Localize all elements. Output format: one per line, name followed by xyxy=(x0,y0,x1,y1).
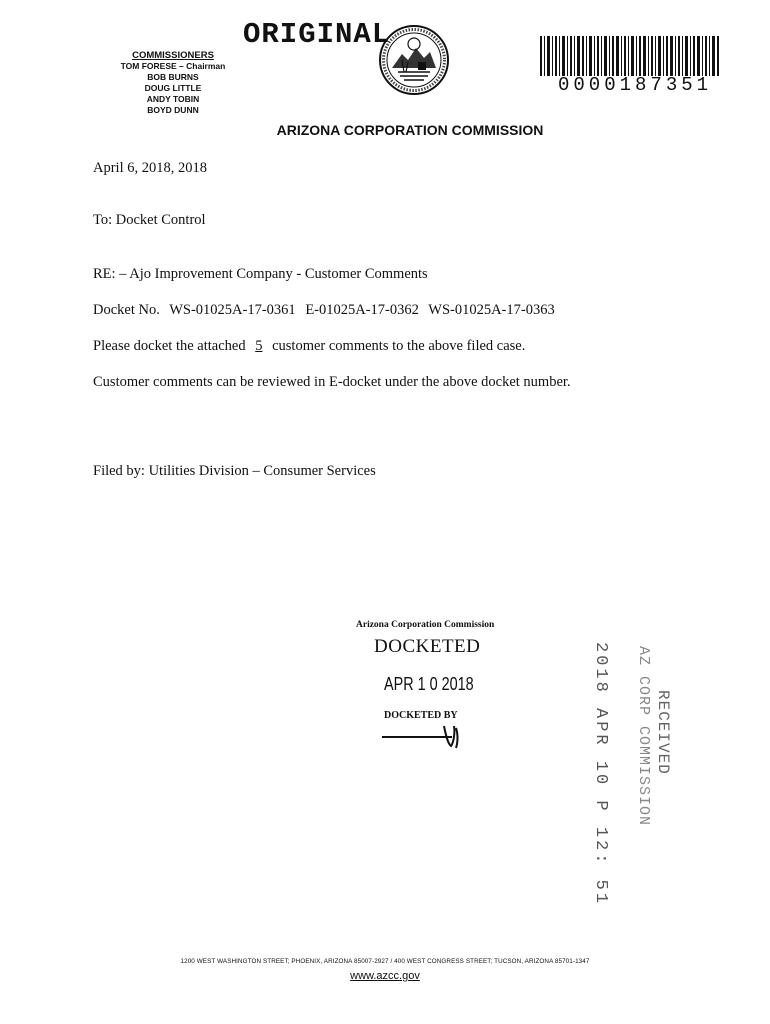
docketed-date: APR 1 0 2018 xyxy=(384,674,474,694)
docket-number: WS-01025A-17-0361 xyxy=(169,302,296,318)
commissioner-name: BOB BURNS xyxy=(147,72,199,82)
attached-prefix: Please docket the attached xyxy=(93,338,246,354)
attached-count: 5 xyxy=(255,338,263,354)
attached-suffix: customer comments to the above filed case. xyxy=(272,338,526,354)
agency-title: ARIZONA CORPORATION COMMISSION xyxy=(276,122,544,138)
state-seal-icon xyxy=(378,24,450,96)
review-note: Customer comments can be reviewed in E-docket under the above docket number. xyxy=(93,374,571,390)
docket-numbers-line xyxy=(93,302,555,319)
barcode-icon xyxy=(540,36,720,76)
letter-recipient: To: Docket Control xyxy=(93,212,206,228)
initials-signature-icon xyxy=(440,722,464,750)
docket-number: E-01025A-17-0362 xyxy=(305,302,419,318)
letter-subject: RE: – Ajo Improvement Company - Customer Comments xyxy=(93,266,428,282)
docket-number: WS-01025A-17-0363 xyxy=(428,302,555,318)
footer-address: 1200 WEST WASHINGTON STREET; PHOENIX, ARIZONA 85007-2927 / 400 WEST CONGRESS STREET; TUCSON, ARIZONA 85701-1347 xyxy=(180,958,590,965)
attached-comments-line xyxy=(93,338,525,355)
docketed-label: DOCKETED xyxy=(374,636,481,657)
stamp-organization: Arizona Corporation Commission xyxy=(356,620,495,630)
received-date-time: 2018 APR 10 P 12: 51 xyxy=(591,642,610,907)
commissioners-heading: COMMISSIONERS xyxy=(132,50,214,61)
docketed-by-label: DOCKETED BY xyxy=(384,710,458,721)
barcode-number: 0000187351 xyxy=(558,74,713,96)
commissioner-name: BOYD DUNN xyxy=(147,105,199,115)
commissioners-block xyxy=(108,50,238,116)
commissioner-name: ANDY TOBIN xyxy=(146,94,200,104)
filed-by: Filed by: Utilities Division – Consumer Services xyxy=(93,463,376,479)
commissioner-name: DOUG LITTLE xyxy=(144,83,202,93)
docket-label: Docket No. xyxy=(93,302,160,318)
letter-date: April 6, 2018, 2018 xyxy=(93,160,207,176)
original-stamp: ORIGINAL xyxy=(243,18,391,51)
commissioner-name: TOM FORESE – Chairman xyxy=(120,61,226,71)
footer-website-link[interactable]: www.azcc.gov xyxy=(350,970,420,982)
received-label: RECEIVED xyxy=(654,690,672,775)
received-organization: AZ CORP COMMISSION xyxy=(635,646,652,827)
